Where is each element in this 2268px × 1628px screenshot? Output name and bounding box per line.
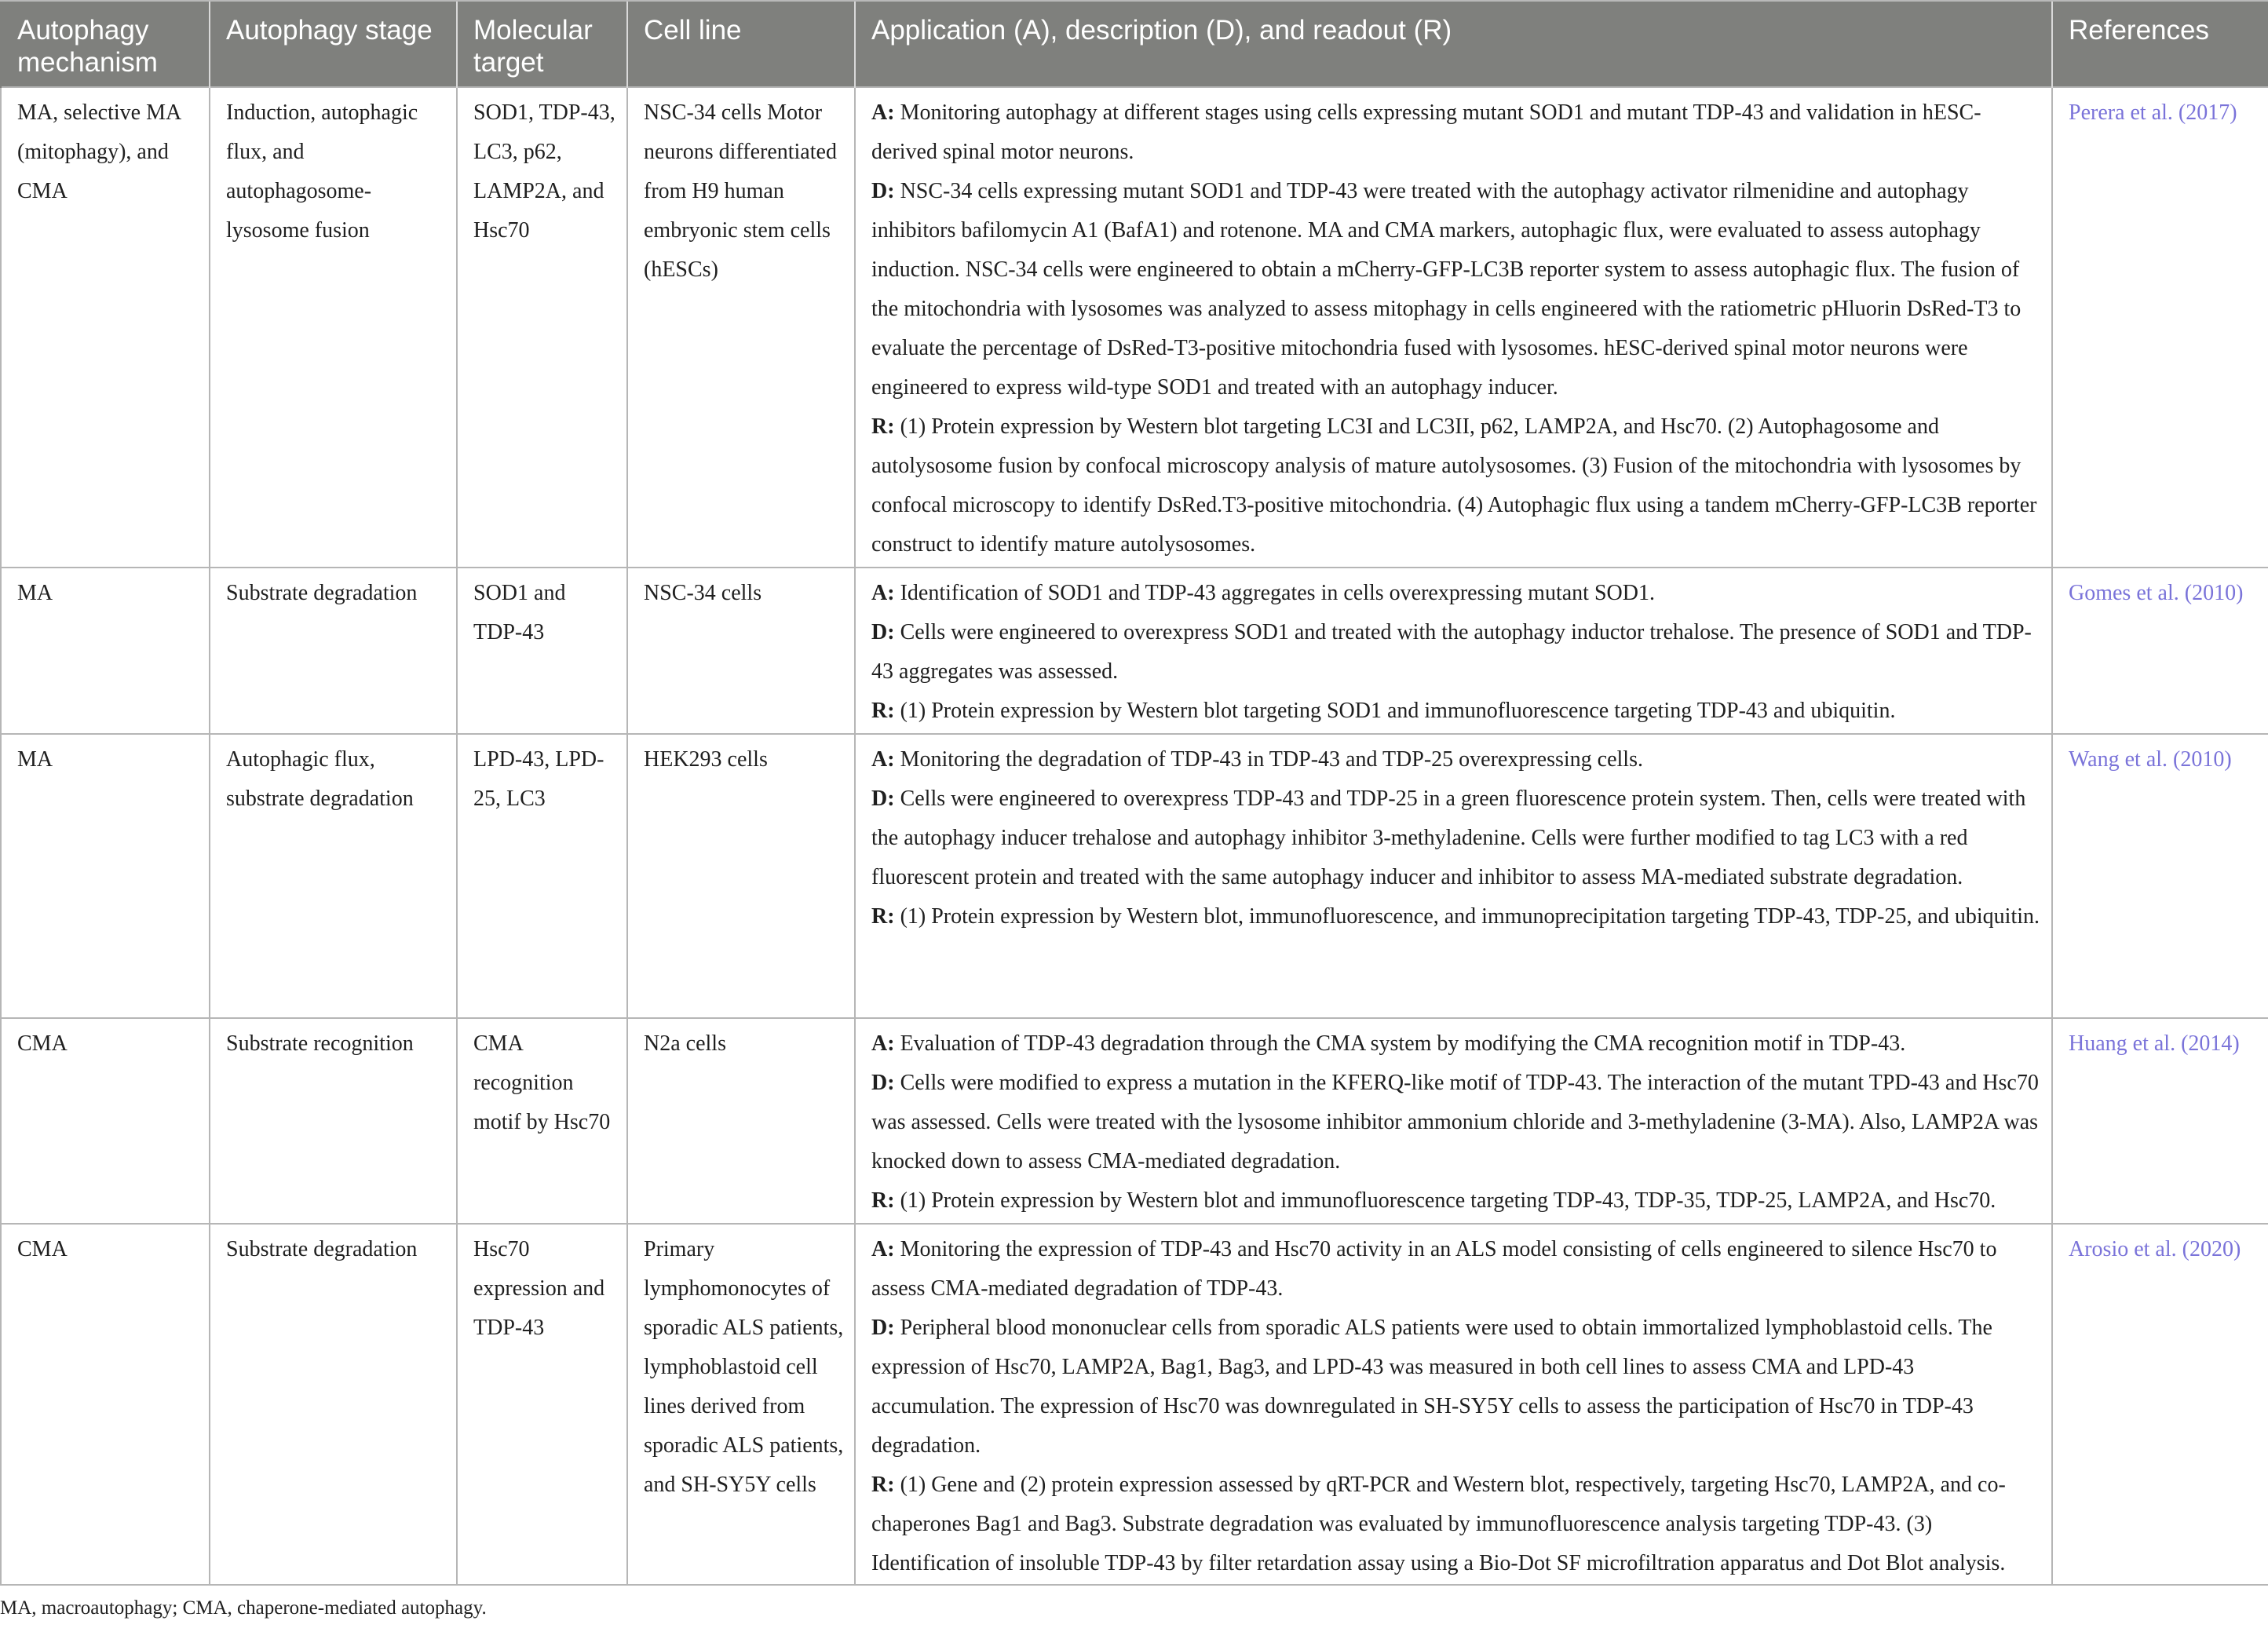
- cell-target: LPD-43, LPD-25, LC3: [457, 734, 627, 1018]
- cell-application: [855, 1018, 2052, 1224]
- table-row: [1, 1018, 2268, 1224]
- reference-link[interactable]: Huang et al. (2014): [2052, 1018, 2268, 1224]
- cell-stage: Induction, autophagic flux, and autophagosome-lysosome fusion: [210, 87, 457, 568]
- header-mechanism: Autophagy mechanism: [1, 1, 210, 87]
- readout-text: R: (1) Protein expression by Western blot targeting SOD1 and immunofluorescence targeting TDP-43 and ubiquitin.: [871, 699, 1896, 723]
- readout-key: R:: [871, 699, 900, 723]
- description-key: D:: [871, 179, 900, 203]
- cell-target: SOD1, TDP-43, LC3, p62, LAMP2A, and Hsc70: [457, 87, 627, 568]
- table-row: [1, 1224, 2268, 1585]
- cell-mechanism: MA, selective MA (mitophagy), and CMA: [1, 87, 210, 568]
- application-key: A:: [871, 747, 900, 772]
- description-text: D: Cells were engineered to overexpress TDP-43 and TDP-25 in a green fluorescence protein system. Then, cells were treated with the autophagy inducer trehalose and autophagy inhibitor 3-methyladenine. Cells were further modified to tag LC3 with a red fluorescent protein and treated with the same autophagy inducer and inhibitor to assess MA-mediated substrate degradation.: [871, 787, 2026, 889]
- cell-mechanism: CMA: [1, 1018, 210, 1224]
- application-text: A: Evaluation of TDP-43 degradation through the CMA system by modifying the CMA recognition motif in TDP-43.: [871, 1031, 1906, 1056]
- description-text: D: Cells were engineered to overexpress SOD1 and treated with the autophagy inductor trehalose. The presence of SOD1 and TDP-43 aggregates was assessed.: [871, 620, 2032, 684]
- cell-cell-line: HEK293 cells: [627, 734, 855, 1018]
- cell-stage: Substrate degradation: [210, 568, 457, 734]
- header-row: [1, 1, 2268, 87]
- reference-link[interactable]: Arosio et al. (2020): [2052, 1224, 2268, 1585]
- table-footnote: MA, macroautophagy; CMA, chaperone-mediated autophagy.: [0, 1597, 487, 1619]
- description-text: D: Peripheral blood mononuclear cells from sporadic ALS patients were used to obtain immortalized lymphoblastoid cells. The expression of Hsc70, LAMP2A, Bag1, Bag3, and LPD-43 was measured in both cell lines to assess CMA and LPD-43 accumulation. The expression of Hsc70 was downregulated in SH-SY5Y cells to assess the participation of Hsc70 in TDP-43 degradation.: [871, 1316, 1992, 1458]
- reference-link[interactable]: Gomes et al. (2010): [2052, 568, 2268, 734]
- cell-application: [855, 87, 2052, 568]
- cell-target: SOD1 and TDP-43: [457, 568, 627, 734]
- application-key: A:: [871, 1031, 900, 1056]
- cell-cell-line: NSC-34 cells: [627, 568, 855, 734]
- cell-application: [855, 1224, 2052, 1585]
- application-key: A:: [871, 1237, 900, 1261]
- application-key: A:: [871, 100, 900, 125]
- cell-mechanism: CMA: [1, 1224, 210, 1585]
- application-text: A: Monitoring the expression of TDP-43 and Hsc70 activity in an ALS model consisting of cells engineered to silence Hsc70 to assess CMA-mediated degradation of TDP-43.: [871, 1237, 1997, 1301]
- header-application: Application (A), description (D), and readout (R): [855, 1, 2052, 87]
- readout-text: R: (1) Protein expression by Western blot, immunofluorescence, and immunoprecipitation targeting TDP-43, TDP-25, and ubiquitin.: [871, 904, 2040, 929]
- cell-stage: Substrate degradation: [210, 1224, 457, 1585]
- description-key: D:: [871, 1071, 900, 1095]
- description-key: D:: [871, 787, 900, 811]
- cell-cell-line: Primary lymphomonocytes of sporadic ALS patients, lymphoblastoid cell lines derived from sporadic ALS patients, and SH-SY5Y cells: [627, 1224, 855, 1585]
- cell-cell-line: NSC-34 cells Motor neurons differentiated from H9 human embryonic stem cells (hESCs): [627, 87, 855, 568]
- readout-text: R: (1) Gene and (2) protein expression assessed by qRT-PCR and Western blot, respectively, targeting Hsc70, LAMP2A, and co-chaperones Bag1 and Bag3. Substrate degradation was evaluated by immunofluorescence analysis targeting TDP-43. (3) Identification of insoluble TDP-43 by filter retardation assay using a Bio-Dot SF microfiltration apparatus and Dot Blot analysis.: [871, 1473, 2006, 1575]
- reference-link[interactable]: Perera et al. (2017): [2052, 87, 2268, 568]
- application-key: A:: [871, 581, 900, 605]
- table-row: [1, 87, 2268, 568]
- readout-key: R:: [871, 1188, 900, 1213]
- description-key: D:: [871, 1316, 900, 1340]
- readout-text: R: (1) Protein expression by Western blot targeting LC3I and LC3II, p62, LAMP2A, and Hsc70. (2) Autophagosome and autolysosome fusion by confocal microscopy analysis of mature autolysosomes. (3) Fusion of the mitochondria with lysosomes by confocal microscopy to identify DsRed.T3-positive mitochondria. (4) Autophagic flux using a tandem mCherry-GFP-LC3B reporter construct to identify mature autolysosomes.: [871, 414, 2037, 557]
- description-text: D: NSC-34 cells expressing mutant SOD1 and TDP-43 were treated with the autophagy activator rilmenidine and autophagy inhibitors bafilomycin A1 (BafA1) and rotenone. MA and CMA markers, autophagic flux, were evaluated to assess autophagy induction. NSC-34 cells were engineered to obtain a mCherry-GFP-LC3B reporter system to assess autophagic flux. The fusion of the mitochondria with lysosomes was analyzed to assess mitophagy in cells engineered with the ratiometric pHluorin DsRed-T3 to evaluate the percentage of DsRed-T3-positive mitochondria fused with lysosomes. hESC-derived spinal motor neurons were engineered to express wild-type SOD1 and treated with an autophagy inducer.: [871, 179, 2021, 400]
- application-text: A: Monitoring autophagy at different stages using cells expressing mutant SOD1 and mutant TDP-43 and validation in hESC-derived spinal motor neurons.: [871, 100, 1981, 164]
- readout-key: R:: [871, 1473, 900, 1497]
- header-target: Molecular target: [457, 1, 627, 87]
- cell-application: [855, 568, 2052, 734]
- readout-text: R: (1) Protein expression by Western blot and immunofluorescence targeting TDP-43, TDP-35, TDP-25, LAMP2A, and Hsc70.: [871, 1188, 1996, 1213]
- readout-key: R:: [871, 414, 900, 439]
- table-row: [1, 568, 2268, 734]
- table-row: [1, 734, 2268, 1018]
- header-stage: Autophagy stage: [210, 1, 457, 87]
- description-key: D:: [871, 620, 900, 644]
- cell-mechanism: MA: [1, 734, 210, 1018]
- cell-target: Hsc70 expression and TDP-43: [457, 1224, 627, 1585]
- cell-target: CMA recognition motif by Hsc70: [457, 1018, 627, 1224]
- header-references: References: [2052, 1, 2268, 87]
- cell-cell-line: N2a cells: [627, 1018, 855, 1224]
- application-text: A: Identification of SOD1 and TDP-43 aggregates in cells overexpressing mutant SOD1.: [871, 581, 1655, 605]
- header-cell-line: Cell line: [627, 1, 855, 87]
- application-text: A: Monitoring the degradation of TDP-43 in TDP-43 and TDP-25 overexpressing cells.: [871, 747, 1643, 772]
- reference-link[interactable]: Wang et al. (2010): [2052, 734, 2268, 1018]
- cell-application: [855, 734, 2052, 1018]
- cell-stage: Autophagic flux, substrate degradation: [210, 734, 457, 1018]
- cell-mechanism: MA: [1, 568, 210, 734]
- readout-key: R:: [871, 904, 900, 929]
- cell-stage: Substrate recognition: [210, 1018, 457, 1224]
- description-text: D: Cells were modified to express a mutation in the KFERQ-like motif of TDP-43. The interaction of the mutant TPD-43 and Hsc70 was assessed. Cells were treated with the lysosome inhibitor ammonium chloride and 3-methyladenine (3-MA). Also, LAMP2A was knocked down to assess CMA-mediated degradation.: [871, 1071, 2039, 1174]
